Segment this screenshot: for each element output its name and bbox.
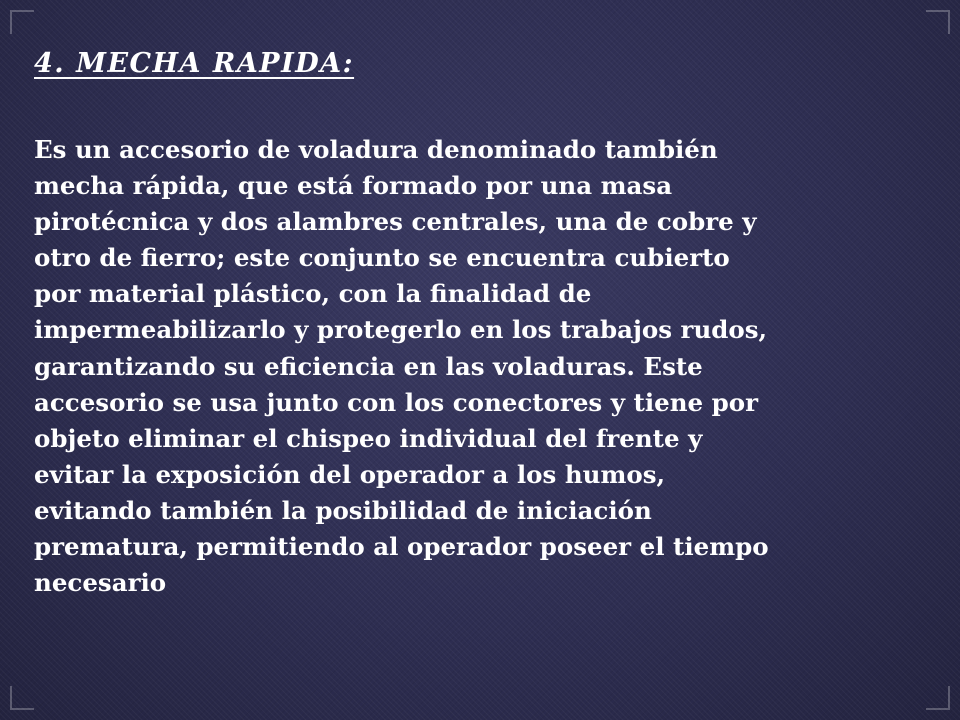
corner-bracket-bottom-right	[926, 686, 950, 710]
body-line: Es un accesorio de voladura denominado también	[34, 135, 718, 164]
body-line: prematura, permitiendo al operador poseer el tiempo	[34, 532, 769, 562]
body-line: mecha rápida, que está formado por una masa	[34, 171, 673, 201]
body-line: objeto eliminar el chispeo individual del frente y	[34, 423, 703, 453]
body-line: evitando también la posibilidad de iniciación	[34, 495, 652, 525]
body-line: pirotécnica y dos alambres centrales, una de cobre y	[34, 207, 757, 237]
body-line: garantizando su eficiencia en las voladuras. Este	[34, 351, 703, 381]
body-line: necesario	[34, 568, 167, 598]
body-line: por material plástico, con la finalidad de	[34, 279, 592, 309]
corner-bracket-top-left	[10, 10, 34, 34]
body-line: accesorio se usa junto con los conectores y tiene por	[34, 387, 759, 417]
corner-bracket-top-right	[926, 10, 950, 34]
body-paragraph	[34, 132, 954, 601]
body-line: evitar la exposición del operador a los humos,	[34, 459, 666, 489]
slide-title: 4. MECHA RAPIDA:	[34, 48, 355, 79]
corner-bracket-bottom-left	[10, 686, 34, 710]
body-line: impermeabilizarlo y protegerlo en los trabajos rudos,	[34, 315, 768, 345]
body-line: otro de fierro; este conjunto se encuentra cubierto	[34, 243, 730, 273]
